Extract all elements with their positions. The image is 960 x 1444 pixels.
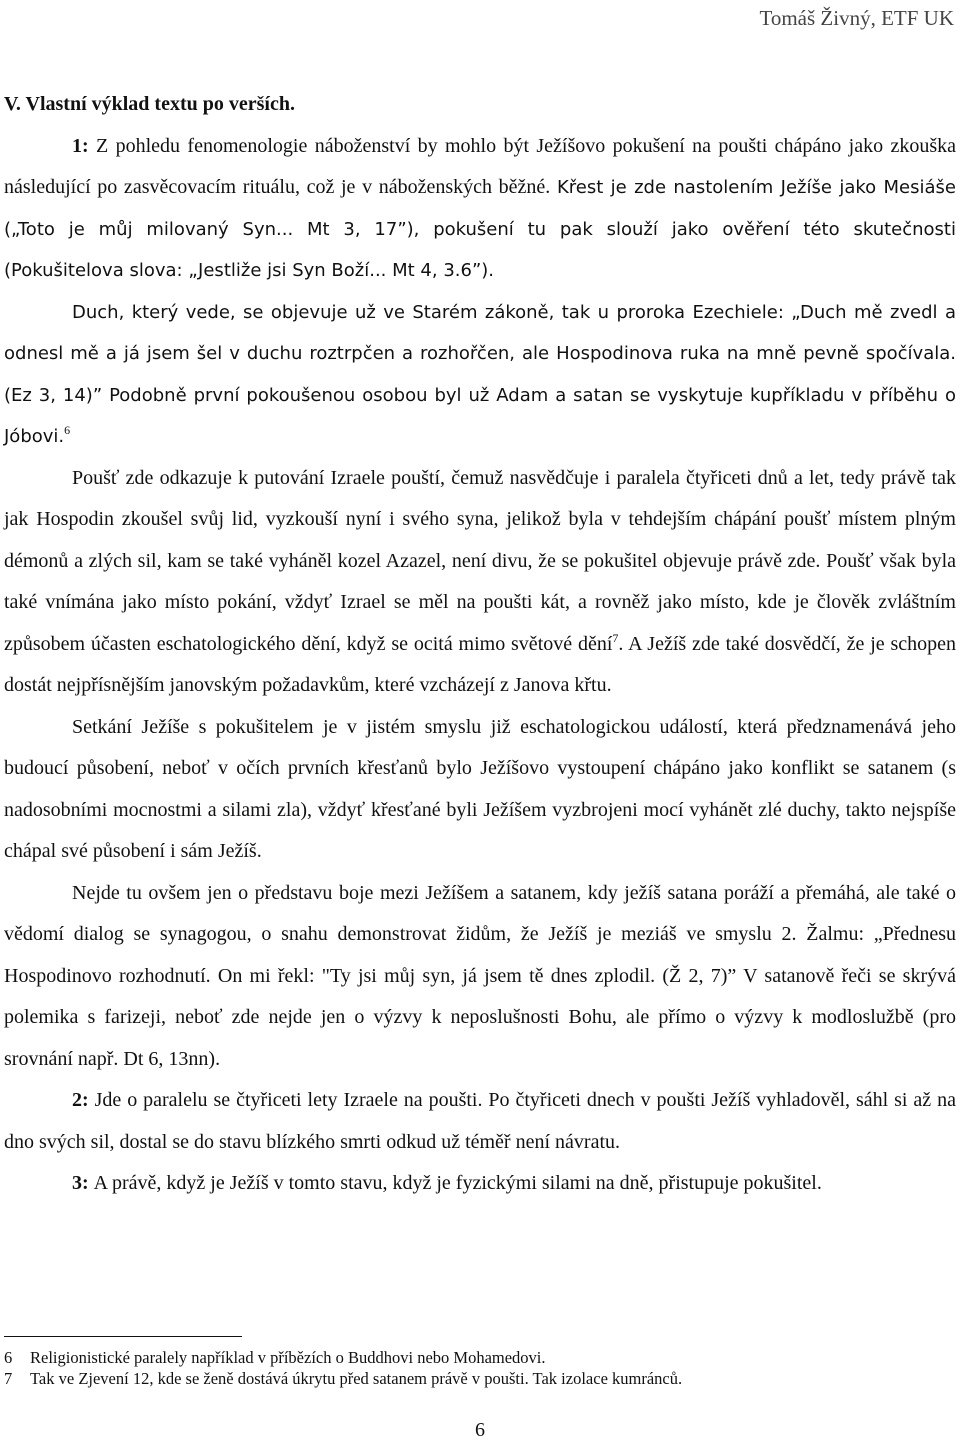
footnote-separator xyxy=(4,1336,242,1337)
paragraph-text: Poušť zde odkazuje k putování Izraele pouští, čemuž nasvědčuje i paralela čtyřiceti dnů a let, tedy právě tak jak Hospodin zkoušel svůj lid, vyzkouší nyní i svého syna, jelikož byla v tehdejším chápání poušť místem plným démonů a zlých sil, kam se také vyháněl kozel Azazel, není divu, že se pokušitel objevuje právě zde. Poušť však byla také vnímána jako místo pokání, vždyť Izrael se měl na poušti kát, a rovněž jako místo, kde je člověk zvláštním způsobem účasten eschatologického dění, když se ocitá mimo světové dění xyxy=(4,466,956,655)
footnote-number: 7 xyxy=(4,1369,13,1388)
paragraph-text: Z pohledu fenomenologie náboženství by mohlo být Ježíšovo pokušení na poušti chápáno jako zkouška následující po zasvěcovacím rituálu, což je v náboženských běžné. xyxy=(4,134,956,198)
running-header: Tomáš Živný, ETF UK xyxy=(759,6,954,30)
paragraph-verse-1 xyxy=(4,126,956,292)
footnote-7 xyxy=(4,1368,954,1389)
verse-number: 1: xyxy=(72,134,97,157)
footnotes xyxy=(4,1347,954,1389)
paragraph-text: Setkání Ježíše s pokušitelem je v jistém smyslu již eschatologickou událostí, která předznamenává jeho budoucí působení, neboť v očích prvních křesťanů bylo Ježíšovo vystoupení chápáno jako konflikt se satanem (s nadosobními mocnostmi a silami zla), vždyť křesťané byli Ježíšem vyzbrojeni mocí vyhánět zlé duchy, takto nejspíše chápal své působení i sám Ježíš. xyxy=(4,715,956,862)
document-body xyxy=(4,84,956,1205)
section-title: V. Vlastní výklad textu po verších. xyxy=(4,93,295,115)
paragraph-verse-3 xyxy=(4,1163,956,1205)
paragraph-encounter xyxy=(4,707,956,873)
paragraph-text: Jde o paralelu se čtyřiceti lety Izraele na poušti. Po čtyřiceti dnech v poušti Ježíš vyhladověl, sáhl si až na dno svých sil, dostal se do stavu blízkého smrti odkud už téměř není návratu. xyxy=(4,1089,956,1153)
verse-number: 3: xyxy=(72,1172,94,1194)
footnote-text: Religionistické paralely například v příbězích o Buddhovi nebo Mohamedovi. xyxy=(30,1348,546,1367)
footnote-6 xyxy=(4,1347,954,1368)
footnote-ref-6[interactable]: 6 xyxy=(64,423,71,437)
paragraph-spirit xyxy=(4,292,956,458)
page-number: 6 xyxy=(475,1419,485,1441)
verse-number: 2: xyxy=(72,1089,95,1111)
paragraph-desert xyxy=(4,458,956,707)
paragraph-struggle xyxy=(4,873,956,1081)
paragraph-verse-2 xyxy=(4,1080,956,1163)
paragraph-text: A právě, když je Ježíš v tomto stavu, když je fyzickými silami na dně, přistupuje pokušitel. xyxy=(93,1172,822,1194)
paragraph-text-sans: Duch, který vede, se objevuje už ve Starém zákoně, tak u proroka Ezechiele: „Duch mě zvedl a odnesl mě a já jsem šel v duchu roztrpčen a rozhořčen, ale Hospodinova ruka na mně pevně spočívala. (Ez 3, 14)” Podobně první pokoušenou osobou byl už Adam a satan se vyskytuje kupříkladu v příběhu o Jóbovi. xyxy=(4,301,956,447)
footnote-text: Tak ve Zjevení 12, kde se ženě dostává úkrytu před satanem právě v poušti. Tak izolace kumránců. xyxy=(30,1369,683,1388)
paragraph-text: Nejde tu ovšem jen o představu boje mezi Ježíšem a satanem, kdy ježíš satana poráží a přemáhá, ale také o vědomí dialog se synagogou, o snahu demonstrovat židům, že Ježíš je meziáš ve smyslu 2. Žalmu: „Přednesu Hospodinovo rozhodnutí. On mi řekl: "Ty jsi můj syn, já jsem tě dnes zplodil. (Ž 2, 7)” V satanově řeči se skrývá polemika s farizeji, neboť zde nejde jen o výzvy k neposlušnosti Bohu, ale přímo o výzvy k modloslužbě (pro srovnání např. Dt 6, 13nn). xyxy=(4,881,956,1070)
footnote-ref-7[interactable]: 7 xyxy=(612,630,619,645)
footnote-number: 6 xyxy=(4,1348,13,1367)
paragraph-text-sans: Křest je zde nastolením Ježíše jako Mesiáše („Toto je můj milovaný Syn... Mt 3, 17”), pokušení tu pak slouží jako ověření této skutečnosti (Pokušitelova slova: „Jestliže jsi Syn Boží... Mt 4, 3.6”). xyxy=(4,177,956,281)
paragraph-text: . A Ježíš zde také dosvědčí, že je schopen dostát nejpřísnějším janovským požadavkům, které vzcházejí z Janova křtu. xyxy=(4,632,957,696)
